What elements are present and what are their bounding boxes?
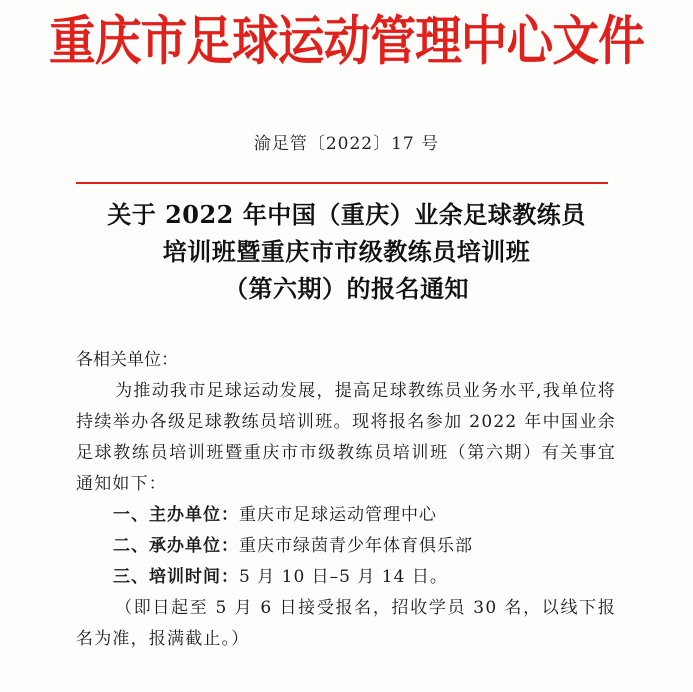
registration-note: （即日起至 5 月 6 日接受报名，招收学员 30 名，以线下报名为准，报满截止。）	[76, 598, 616, 649]
item-co-organizer	[76, 531, 616, 562]
item-co-organizer-label: 二、承办单位：	[113, 536, 239, 556]
item-training-time-value: 5 月 10 日–5 月 14 日。	[239, 567, 448, 587]
salutation: 各相关单位：	[76, 350, 178, 370]
notice-title-line-1: 关于 2022 年中国（重庆）业余足球教练员	[107, 200, 586, 229]
notice-title	[0, 196, 693, 307]
item-co-organizer-value: 重庆市绿茵青少年体育俱乐部	[239, 536, 473, 556]
notice-title-line-3: （第六期）的报名通知	[224, 274, 469, 303]
document-header-title: 重庆市足球运动管理中心文件	[49, 11, 644, 72]
intro-paragraph: 为推动我市足球运动发展，提高足球教练员业务水平,我单位将持续举办各级足球教练员培训班。现将报名参加 2022 年中国业余足球教练员培训班暨重庆市市级教练员培训班（第六期）有关事宜通知如下：	[76, 381, 616, 494]
item-organizer-label: 一、主办单位：	[113, 505, 239, 525]
item-organizer	[76, 500, 616, 531]
item-training-time	[76, 562, 616, 593]
item-training-time-label: 三、培训时间：	[113, 567, 239, 587]
document-number: 渝足管〔2022〕17 号	[253, 134, 440, 154]
header-divider	[76, 182, 608, 184]
notice-body	[76, 345, 616, 655]
item-organizer-value: 重庆市足球运动管理中心	[239, 505, 437, 525]
notice-title-line-2: 培训班暨重庆市市级教练员培训班	[162, 237, 531, 266]
